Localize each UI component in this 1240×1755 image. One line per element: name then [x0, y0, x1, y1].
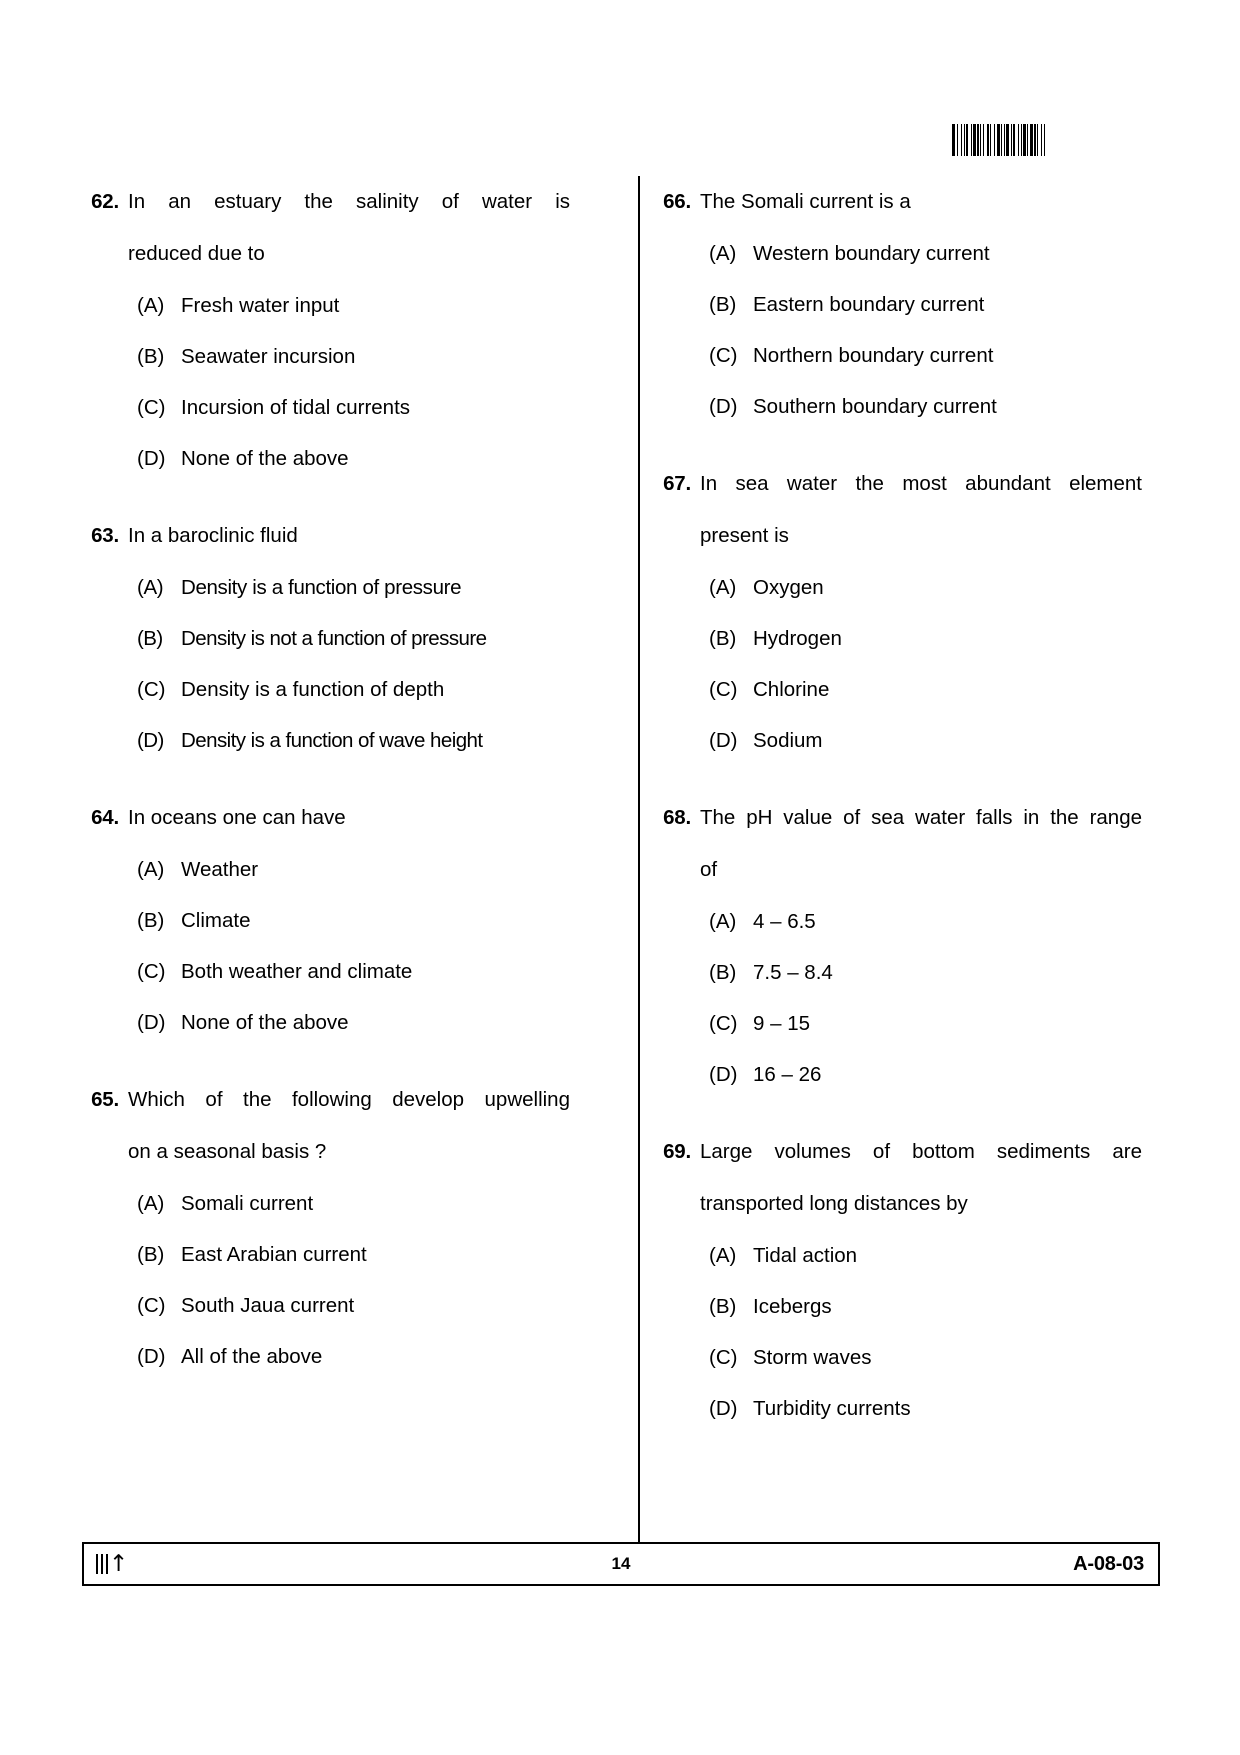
- option-key: (C): [137, 1294, 166, 1317]
- option-item[interactable]: [709, 1383, 1142, 1434]
- question-text: [700, 176, 1142, 228]
- question-text-line: The Somali current is a: [700, 190, 911, 213]
- option-label: Southern boundary current: [753, 395, 997, 418]
- option-key: (A): [709, 1244, 737, 1267]
- question-number: 67.: [663, 472, 691, 495]
- option-label: Fresh water input: [181, 294, 340, 317]
- question-head: [662, 792, 1142, 896]
- option-key: (C): [709, 1012, 738, 1035]
- option-label: Turbidity currents: [753, 1397, 911, 1420]
- footer-paper-code: A-08-03: [1073, 1552, 1144, 1575]
- question-block: [662, 1126, 1142, 1434]
- option-label: Weather: [181, 858, 259, 881]
- option-label: Western boundary current: [753, 242, 990, 265]
- question-text-line: on a seasonal basis ?: [128, 1140, 327, 1163]
- question-block: [90, 510, 570, 766]
- option-key: (D): [709, 395, 738, 418]
- question-text-line: In oceans one can have: [128, 806, 346, 829]
- option-label: Density is a function of wave height: [181, 729, 483, 752]
- option-item[interactable]: [709, 1049, 1142, 1100]
- question-block: [90, 1074, 570, 1382]
- option-item[interactable]: [709, 279, 1142, 330]
- question-block: [90, 176, 570, 484]
- option-item[interactable]: [137, 562, 570, 613]
- option-label: Tidal action: [753, 1244, 858, 1267]
- option-label: Density is a function of depth: [181, 678, 445, 701]
- option-item[interactable]: [137, 433, 570, 484]
- option-key: (C): [709, 344, 738, 367]
- question-head: [90, 510, 570, 562]
- question-text: [128, 792, 570, 844]
- question-text: [700, 1126, 1142, 1230]
- question-number: 66.: [663, 190, 691, 213]
- option-item[interactable]: [137, 280, 570, 331]
- option-label: Somali current: [181, 1192, 314, 1215]
- option-item[interactable]: [709, 613, 1142, 664]
- option-key: (A): [137, 1192, 165, 1215]
- option-key: (B): [709, 961, 737, 984]
- arrow-up-icon: ↑: [108, 1551, 129, 1577]
- question-head: [662, 176, 1142, 228]
- question-number: 62.: [91, 190, 119, 213]
- option-item[interactable]: [709, 1230, 1142, 1281]
- option-label: All of the above: [181, 1345, 323, 1368]
- option-label: Density is not a function of pressure: [181, 627, 487, 650]
- option-item[interactable]: [137, 715, 570, 766]
- option-label: 16 – 26: [753, 1063, 822, 1086]
- option-key: (B): [709, 627, 737, 650]
- option-list: [90, 844, 570, 1048]
- option-label: None of the above: [181, 447, 349, 470]
- question-number: 69.: [663, 1140, 691, 1163]
- page-footer: [82, 1542, 1160, 1586]
- option-label: Seawater incursion: [181, 345, 356, 368]
- option-item[interactable]: [137, 1280, 570, 1331]
- question-text: [128, 1074, 570, 1178]
- option-key: (B): [137, 1243, 165, 1266]
- option-label: Density is a function of pressure: [181, 576, 462, 599]
- question-text-line: Which of the following develop upwelling: [128, 1088, 570, 1111]
- option-label: 9 – 15: [753, 1012, 810, 1035]
- option-list: [90, 562, 570, 766]
- question-text-line: Large volumes of bottom sediments are: [700, 1140, 1142, 1163]
- option-label: Chlorine: [753, 678, 830, 701]
- question-head: [90, 176, 570, 280]
- option-label: Climate: [181, 909, 251, 932]
- option-item[interactable]: [709, 664, 1142, 715]
- left-question-column: [90, 176, 570, 1382]
- option-label: Oxygen: [753, 576, 824, 599]
- option-label: Sodium: [753, 729, 823, 752]
- option-key: (C): [137, 678, 166, 701]
- question-text-line: reduced due to: [128, 242, 265, 265]
- option-label: Hydrogen: [753, 627, 842, 650]
- question-text: [128, 510, 570, 562]
- option-label: South Jaua current: [181, 1294, 355, 1317]
- option-item[interactable]: [137, 1331, 570, 1382]
- question-number: 64.: [91, 806, 119, 829]
- option-item[interactable]: [137, 895, 570, 946]
- option-item[interactable]: [709, 330, 1142, 381]
- option-item[interactable]: [137, 613, 570, 664]
- option-item[interactable]: [709, 1332, 1142, 1383]
- question-text: [128, 176, 570, 280]
- option-item[interactable]: [137, 382, 570, 433]
- option-item[interactable]: [137, 997, 570, 1048]
- option-label: Incursion of tidal currents: [181, 396, 411, 419]
- option-key: (A): [137, 576, 164, 599]
- option-item[interactable]: [709, 1281, 1142, 1332]
- option-label: None of the above: [181, 1011, 349, 1034]
- option-key: (A): [137, 858, 165, 881]
- option-label: Both weather and climate: [181, 960, 413, 983]
- question-block: [90, 792, 570, 1048]
- option-list: [662, 562, 1142, 766]
- option-key: (B): [137, 627, 163, 650]
- question-block: [662, 792, 1142, 1100]
- option-key: (D): [137, 447, 166, 470]
- option-key: (B): [709, 1295, 737, 1318]
- option-item[interactable]: [709, 715, 1142, 766]
- option-key: (C): [709, 1346, 738, 1369]
- option-item[interactable]: [709, 896, 1142, 947]
- option-list: [90, 1178, 570, 1382]
- option-item[interactable]: [137, 844, 570, 895]
- option-key: (D): [709, 1063, 738, 1086]
- option-label: Storm waves: [753, 1346, 872, 1369]
- option-key: (C): [709, 678, 738, 701]
- question-block: [662, 176, 1142, 432]
- question-text-line: present is: [700, 524, 789, 547]
- option-key: (B): [709, 293, 737, 316]
- footer-page-number: 14: [611, 1554, 631, 1573]
- option-item[interactable]: [137, 331, 570, 382]
- option-list: [90, 280, 570, 484]
- question-text-line: of: [700, 858, 718, 881]
- question-text-line: In a baroclinic fluid: [128, 524, 298, 547]
- option-key: (D): [709, 729, 738, 752]
- question-block: [662, 458, 1142, 766]
- question-head: [90, 792, 570, 844]
- question-head: [662, 458, 1142, 562]
- barcode: [952, 124, 1112, 156]
- option-key: (C): [137, 396, 166, 419]
- option-item[interactable]: [137, 1178, 570, 1229]
- option-item[interactable]: [709, 228, 1142, 279]
- question-head: [662, 1126, 1142, 1230]
- option-item[interactable]: [709, 998, 1142, 1049]
- option-key: (D): [137, 1345, 166, 1368]
- question-number: 68.: [663, 806, 691, 829]
- option-key: (A): [137, 294, 165, 317]
- option-item[interactable]: [709, 562, 1142, 613]
- option-key: (D): [137, 729, 164, 752]
- option-key: (C): [137, 960, 166, 983]
- option-key: (A): [709, 242, 737, 265]
- question-text-line: In sea water the most abundant element: [700, 472, 1142, 495]
- question-head: [90, 1074, 570, 1178]
- option-key: (A): [709, 576, 737, 599]
- option-label: Eastern boundary current: [753, 293, 985, 316]
- question-body: [82, 176, 1160, 1542]
- option-key: (D): [137, 1011, 166, 1034]
- question-text: [700, 458, 1142, 562]
- option-label: 4 – 6.5: [753, 910, 816, 933]
- option-item[interactable]: [709, 381, 1142, 432]
- option-item[interactable]: [137, 946, 570, 997]
- option-item[interactable]: [137, 1229, 570, 1280]
- option-item[interactable]: [137, 664, 570, 715]
- option-label: Icebergs: [753, 1295, 832, 1318]
- option-label: Northern boundary current: [753, 344, 994, 367]
- option-key: (B): [137, 909, 165, 932]
- question-text-line: In an estuary the salinity of water is: [128, 190, 570, 213]
- option-key: (B): [137, 345, 165, 368]
- option-list: [662, 1230, 1142, 1434]
- option-item[interactable]: [709, 947, 1142, 998]
- question-number: 65.: [91, 1088, 119, 1111]
- question-number: 63.: [91, 524, 119, 547]
- question-text-line: transported long distances by: [700, 1192, 968, 1215]
- column-divider: [638, 176, 640, 1542]
- option-key: (D): [709, 1397, 738, 1420]
- question-text-line: The pH value of sea water falls in the range: [700, 806, 1142, 829]
- option-key: (A): [709, 910, 737, 933]
- option-list: [662, 228, 1142, 432]
- option-label: 7.5 – 8.4: [753, 961, 833, 984]
- option-label: East Arabian current: [181, 1243, 367, 1266]
- question-text: [700, 792, 1142, 896]
- option-list: [662, 896, 1142, 1100]
- right-question-column: [662, 176, 1142, 1434]
